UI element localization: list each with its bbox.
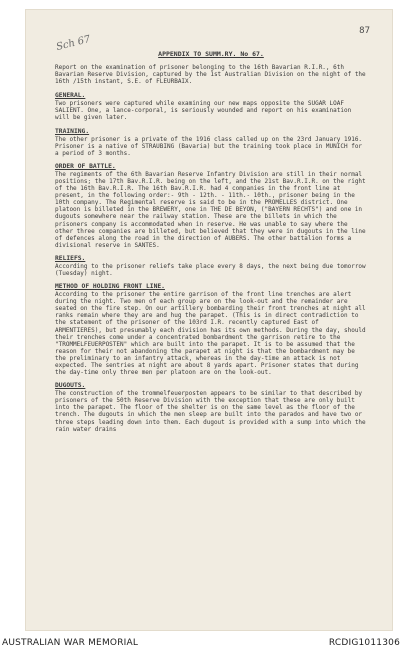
section-method-of-holding-front-line [55,283,367,376]
section-heading: TRAINING. [55,127,90,135]
section-text: The other prisoner is a private of the 1916 class called up on the 23rd January 1916. Prisoner is a native of STRAUBING (Bavaria) but the training took place in MUNICH for a period of 3 months. [55,135,363,157]
appendix-title: APPENDIX TO SUMM.RY. No 67. [158,50,264,58]
section-heading: ORDER OF BATTLE. [55,162,116,170]
section-reliefs [55,255,367,277]
section-general [55,92,367,121]
section-order-of-battle [55,163,367,249]
section-heading: METHOD OF HOLDING FRONT LINE. [55,283,165,291]
archive-footer [0,634,406,653]
archive-record-id: RCDIG1011306 [328,638,400,648]
section-text: The construction of the trommelfeuerposten appears to be similar to that described by prisoners of the 50th Reserve Division with the exception that these are only built into the parapet. The floor of the shelter is on the same level as the floor of the trench. The dugouts in which the men sleep are built into the parados and have two or three steps leading down into them. Each dugout is provided with a sump into which the rain water drains [55,390,366,433]
section-text: According to the prisoner the entire garrison of the front line trenches are alert during the night. Two men of each group are on the look-out and the remainder are seated on the fire step. On our artillery bombarding their front trenches at night all ranks remain where they are and hug the parapet. (This is in direct contradiction to the statement of the prisoner of the 103rd I.R. recently captured East of ARMENTIERES), but presumably each division has its own methods. During the day, should their trenches come under a concentrated bombardment the garrison retire to the "TROMMELFEUERPOSTEN" which are built into the parapet. It is to be assumed that the reason for their not abandoning the parapet at night is that the bombardment may be the preliminary to an infantry attack, whereas in the day-time an attack is not expected. The sentries at night are about 8 yards apart. Prisoner states that during the day-time only three men per platoon are on the look-out. [55,291,366,377]
section-heading: RELIEFS. [55,254,86,262]
page-number: 87 [359,26,370,36]
intro-paragraph: Report on the examination of prisoner belonging to the 16th Bavarian R.I.R., 6th Bavarian Reserve Division, captured by the 1st Australian Division on the night of the 16th /15th instant, S.E. of FLEURBAIX. [55,64,366,86]
section-text: Two prisoners were captured while examining our new maps opposite the SUGAR LOAF SALIENT. One, a lance-corporal, is seriously wounded and report on his examination will be given later. [55,100,352,122]
section-heading: GENERAL. [55,92,86,100]
handwritten-note: Sch 67 [55,33,92,54]
section-heading: DUGOUTS. [55,382,86,390]
document-page [26,10,392,630]
archive-name: AUSTRALIAN WAR MEMORIAL [2,638,139,648]
document-body [55,50,367,439]
section-text: The regiments of the 6th Bavarian Reserve Infantry Division are still in their normal positions; the 17th Bav.R.I.R. being on the left, and the 21st Bav.R.I.R. on the right of the 16th Bav.R.I.R. The 16th Bav.R.I.R. had 4 companies in the front line at present, in the following order:- 9th - 12th. - 11th.- 10th., prisoner being in the 10th company. The Regimental reserve is said to be in the PROMELLES district. One platoon is billeted in the BREWERY, one in THE DE BEYON, ("BAYERN RECHTS") and one in dugouts somewhere near the railway station. These are the billets in which the prisoners company is accommodated when in reserve. He was unable to say where the other three companies are billeted, but believed that they were in dugouts in the line of defences along the road in the direction of AUBERS. The other battalion forms a divisional reserve in SANTES. [55,170,366,249]
section-training [55,128,367,157]
section-dugouts [55,382,367,433]
section-text: According to the prisoner reliefs take place every 8 days, the next being due tomorrow (Tuesday) night. [55,262,366,277]
